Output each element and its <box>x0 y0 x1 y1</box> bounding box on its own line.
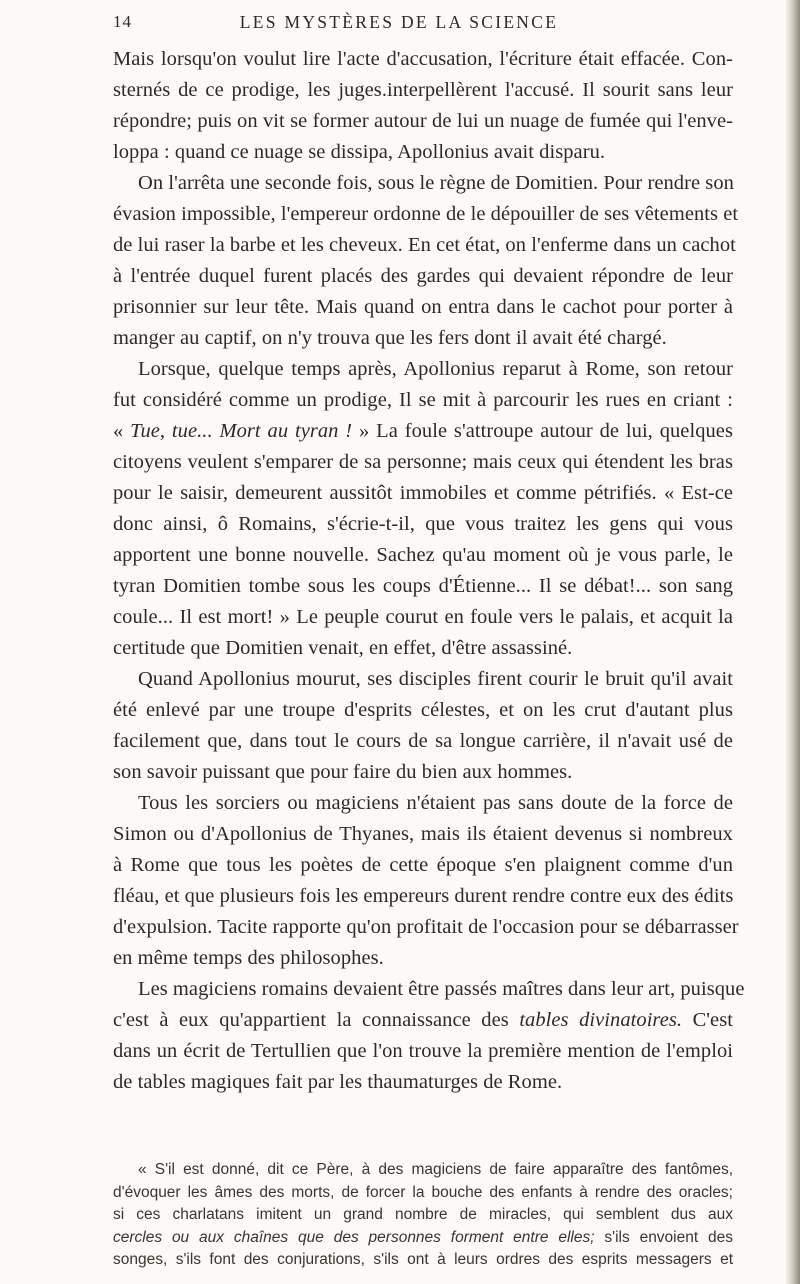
text-line: à Rome que tous les poètes de cette époque s'en plaignent comme d'un <box>113 854 733 876</box>
text-line: Lorsque, quelque temps après, Apollonius reparut à Rome, son retour <box>138 358 733 380</box>
text-line: Les magiciens romains devaient être passés maîtres dans leur art, puisque <box>138 978 745 1000</box>
text-line: citoyens veulent s'emparer de sa personne; mais ceux qui étendent les bras <box>113 451 733 473</box>
text-segment: « <box>113 420 131 442</box>
italic-text: Tue, tue... Mort au tyran ! <box>130 420 353 442</box>
text-line: certitude que Domitien venait, en effet, d'être assassiné. <box>113 637 573 659</box>
text-segment: C'est <box>682 1009 733 1031</box>
paragraph <box>113 974 745 1098</box>
text-line: à l'entrée duquel furent placés des gardes qui devaient répondre de leur <box>113 265 733 287</box>
text-line: Tous les sorciers ou magiciens n'étaient pas sans doute de la force de <box>138 792 733 814</box>
footnote-line: si ces charlatans imitent un grand nombre de miracles, qui semblent dus aux <box>113 1206 733 1223</box>
footnote-line: songes, s'ils font des conjurations, s'ils ont à leurs ordres des esprits messagers et <box>113 1251 733 1268</box>
text-line: coule... Il est mort! » Le peuple courut en foule vers le palais, et acquit la <box>113 606 733 628</box>
text-segment: » La foule s'attroupe autour de lui, quelques <box>352 420 733 442</box>
body-text <box>113 44 745 1098</box>
text-line: en même temps des philosophes. <box>113 947 384 969</box>
text-line: On l'arrêta une seconde fois, sous le règne de Domitien. Pour rendre son <box>138 172 734 194</box>
page-edge-shadow <box>786 0 800 1284</box>
text-line <box>113 416 733 447</box>
paragraph <box>113 44 733 168</box>
text-segment: s'ils envoient des <box>594 1228 734 1246</box>
paragraph <box>113 168 739 354</box>
footnote-line <box>113 1227 733 1250</box>
footnote <box>113 1159 733 1272</box>
text-line: son savoir puissant que pour faire du bien aux hommes. <box>113 761 573 783</box>
text-line: dans un écrit de Tertullien que l'on trouve la première mention de l'emploi <box>113 1040 733 1062</box>
text-line: tyran Domitien tombe sous les coups d'Étienne... Il se débat!... son sang <box>113 575 733 597</box>
text-segment: c'est à eux qu'appartient la connaissance des <box>113 1009 520 1031</box>
text-line: donc ainsi, ô Romains, s'écrie-t-il, que vous traitez les gens qui vous <box>113 513 733 535</box>
text-line: Quand Apollonius mourut, ses disciples firent courir le bruit qu'il avait <box>138 668 733 690</box>
text-line: fut considéré comme un prodige, Il se mit à parcourir les rues en criant : <box>113 389 733 411</box>
text-line: manger au captif, on n'y trouva que les fers dont il avait été chargé. <box>113 327 667 349</box>
text-line: de lui raser la barbe et les cheveux. En cet état, on l'enferme dans un cachot <box>113 234 736 256</box>
text-line: évasion impossible, l'empereur ordonne de le dépouiller de ses vêtements et <box>113 203 739 225</box>
text-line: d'expulsion. Tacite rapporte qu'on profitait de l'occasion pour se débarrasser <box>113 916 739 938</box>
text-line: apportent une bonne nouvelle. Sachez qu'au moment où je vous parle, le <box>113 544 733 566</box>
text-line: répondre; puis on vit se former autour de lui un nuage de fumée qui l'enve- <box>113 110 733 132</box>
text-line: de tables magiques fait par les thaumaturges de Rome. <box>113 1071 563 1093</box>
paragraph <box>113 664 733 788</box>
page-header <box>113 12 725 38</box>
text-line: pour le saisir, demeurent aussitôt immobiles et comme pétrifiés. « Est-ce <box>113 482 733 504</box>
text-line <box>113 1005 733 1036</box>
text-line: fléau, et que plusieurs fois les empereurs durent rendre contre eux des édits <box>113 885 734 907</box>
paragraph <box>113 354 733 664</box>
text-line: facilement que, dans tout le cours de sa longue carrière, il n'avait usé de <box>113 730 733 752</box>
running-head: LES MYSTÈRES DE LA SCIENCE <box>239 12 559 32</box>
text-line: Simon ou d'Apollonius de Thyanes, mais ils étaient devenus si nombreux <box>113 823 733 845</box>
page-number: 14 <box>113 12 132 31</box>
footnote-line: « S'il est donné, dit ce Père, à des magiciens de faire apparaître des fantômes, <box>138 1161 733 1178</box>
text-line: prisonnier sur leur tête. Mais quand on entra dans le cachot pour porter à <box>113 296 733 318</box>
italic-text: cercles ou aux chaînes que des personnes forment entre elles; <box>113 1228 595 1246</box>
italic-text: tables divinatoires. <box>519 1009 683 1031</box>
text-line: été enlevé par une troupe d'esprits célestes, et on les crut d'autant plus <box>113 699 733 721</box>
text-line: sternés de ce prodige, les juges.interpellèrent l'accusé. Il sourit sans leur <box>113 79 733 101</box>
paragraph <box>113 788 739 974</box>
footnote-line: d'évoquer les âmes des morts, de forcer la bouche des enfants à rendre des oracles; <box>113 1183 733 1201</box>
text-line: Mais lorsqu'on voulut lire l'acte d'accusation, l'écriture était effacée. Con- <box>113 48 733 70</box>
text-line: loppa : quand ce nuage se dissipa, Apollonius avait disparu. <box>113 141 606 163</box>
